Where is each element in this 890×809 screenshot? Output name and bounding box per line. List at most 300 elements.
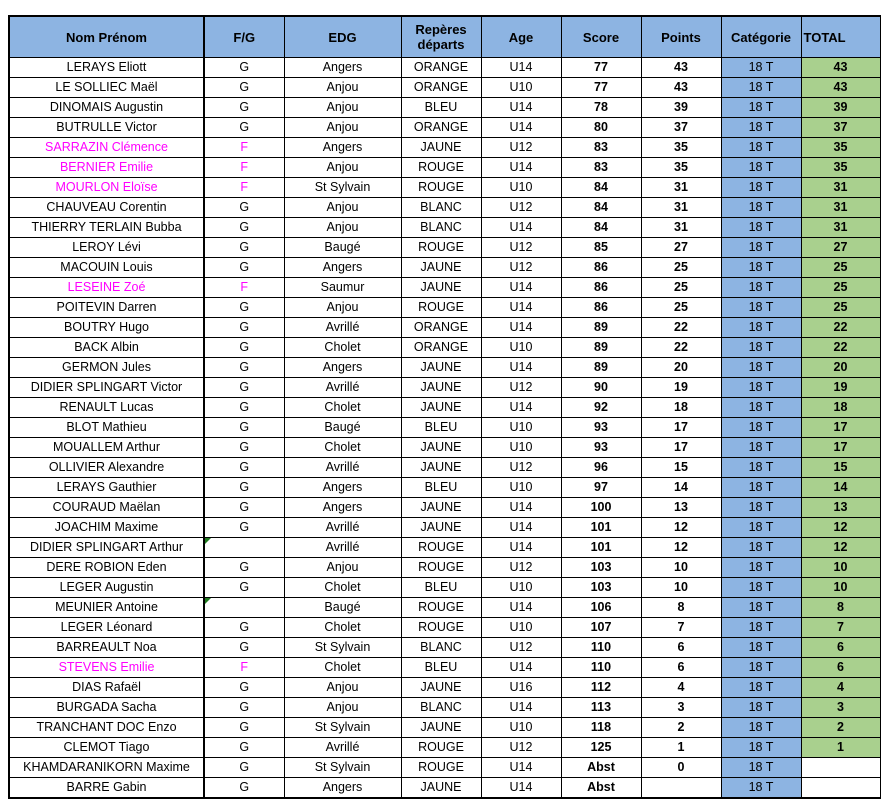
cell-score[interactable]: 96 (561, 458, 641, 478)
cell-edg[interactable]: Anjou (284, 98, 401, 118)
cell-name[interactable]: MOURLON Eloïse (9, 178, 204, 198)
cell-score[interactable]: 103 (561, 578, 641, 598)
cell-points[interactable]: 6 (641, 638, 721, 658)
cell-points[interactable]: 25 (641, 258, 721, 278)
cell-categorie[interactable]: 18 T (721, 158, 801, 178)
cell-fg[interactable]: F (204, 278, 284, 298)
cell-edg[interactable]: Avrillé (284, 538, 401, 558)
cell-fg[interactable]: G (204, 618, 284, 638)
cell-name[interactable]: DERE ROBION Eden (9, 558, 204, 578)
cell-edg[interactable]: Anjou (284, 158, 401, 178)
cell-score[interactable]: 125 (561, 738, 641, 758)
cell-categorie[interactable]: 18 T (721, 718, 801, 738)
cell-repere[interactable]: JAUNE (401, 518, 481, 538)
cell-edg[interactable]: Baugé (284, 418, 401, 438)
cell-score[interactable]: 92 (561, 398, 641, 418)
cell-age[interactable]: U10 (481, 78, 561, 98)
cell-fg[interactable]: G (204, 458, 284, 478)
cell-name[interactable]: BARREAULT Noa (9, 638, 204, 658)
cell-score[interactable]: 89 (561, 338, 641, 358)
cell-points[interactable]: 0 (641, 758, 721, 778)
cell-total[interactable]: 7 (801, 618, 880, 638)
cell-repere[interactable]: ROUGE (401, 598, 481, 618)
cell-categorie[interactable]: 18 T (721, 378, 801, 398)
cell-total[interactable]: 3 (801, 698, 880, 718)
cell-repere[interactable]: JAUNE (401, 258, 481, 278)
cell-fg[interactable]: G (204, 718, 284, 738)
cell-points[interactable]: 18 (641, 398, 721, 418)
cell-points[interactable]: 8 (641, 598, 721, 618)
cell-edg[interactable]: St Sylvain (284, 638, 401, 658)
cell-categorie[interactable]: 18 T (721, 78, 801, 98)
cell-name[interactable]: BUTRULLE Victor (9, 118, 204, 138)
cell-points[interactable]: 35 (641, 158, 721, 178)
cell-score[interactable]: 78 (561, 98, 641, 118)
cell-edg[interactable]: Saumur (284, 278, 401, 298)
header-score[interactable]: Score (561, 16, 641, 58)
cell-name[interactable]: LEGER Léonard (9, 618, 204, 638)
cell-edg[interactable]: Avrillé (284, 318, 401, 338)
cell-total[interactable]: 39 (801, 98, 880, 118)
cell-points[interactable]: 22 (641, 318, 721, 338)
cell-fg[interactable]: G (204, 298, 284, 318)
cell-total[interactable] (801, 778, 880, 799)
cell-categorie[interactable]: 18 T (721, 758, 801, 778)
cell-edg[interactable]: Angers (284, 358, 401, 378)
cell-repere[interactable]: ORANGE (401, 338, 481, 358)
cell-repere[interactable]: ORANGE (401, 318, 481, 338)
cell-repere[interactable]: JAUNE (401, 438, 481, 458)
header-edg[interactable]: EDG (284, 16, 401, 58)
cell-edg[interactable]: Cholet (284, 338, 401, 358)
cell-score[interactable]: 85 (561, 238, 641, 258)
cell-age[interactable]: U10 (481, 478, 561, 498)
cell-categorie[interactable]: 18 T (721, 638, 801, 658)
cell-repere[interactable]: BLEU (401, 478, 481, 498)
cell-fg[interactable]: G (204, 318, 284, 338)
cell-name[interactable]: LEROY Lévi (9, 238, 204, 258)
cell-edg[interactable]: St Sylvain (284, 178, 401, 198)
cell-total[interactable]: 6 (801, 658, 880, 678)
cell-age[interactable]: U12 (481, 458, 561, 478)
cell-repere[interactable]: JAUNE (401, 678, 481, 698)
header-points[interactable]: Points (641, 16, 721, 58)
cell-score[interactable]: 103 (561, 558, 641, 578)
cell-categorie[interactable]: 18 T (721, 218, 801, 238)
cell-name[interactable]: MACOUIN Louis (9, 258, 204, 278)
cell-repere[interactable]: BLANC (401, 218, 481, 238)
cell-repere[interactable]: BLEU (401, 578, 481, 598)
cell-categorie[interactable]: 18 T (721, 278, 801, 298)
cell-age[interactable]: U10 (481, 618, 561, 638)
cell-score[interactable]: 112 (561, 678, 641, 698)
cell-points[interactable] (641, 778, 721, 799)
cell-name[interactable]: JOACHIM Maxime (9, 518, 204, 538)
cell-edg[interactable]: St Sylvain (284, 718, 401, 738)
cell-age[interactable]: U10 (481, 438, 561, 458)
cell-points[interactable]: 20 (641, 358, 721, 378)
cell-name[interactable]: GERMON Jules (9, 358, 204, 378)
cell-name[interactable]: RENAULT Lucas (9, 398, 204, 418)
cell-fg[interactable]: G (204, 238, 284, 258)
cell-name[interactable]: LESEINE Zoé (9, 278, 204, 298)
cell-fg[interactable]: G (204, 198, 284, 218)
cell-name[interactable]: BARRE Gabin (9, 778, 204, 799)
cell-age[interactable]: U10 (481, 578, 561, 598)
cell-age[interactable]: U12 (481, 258, 561, 278)
cell-score[interactable]: 93 (561, 438, 641, 458)
cell-repere[interactable]: JAUNE (401, 718, 481, 738)
cell-age[interactable]: U14 (481, 698, 561, 718)
cell-total[interactable]: 17 (801, 418, 880, 438)
cell-categorie[interactable]: 18 T (721, 658, 801, 678)
cell-age[interactable]: U10 (481, 178, 561, 198)
cell-age[interactable]: U12 (481, 198, 561, 218)
cell-repere[interactable]: ROUGE (401, 538, 481, 558)
cell-categorie[interactable]: 18 T (721, 518, 801, 538)
cell-total[interactable]: 43 (801, 78, 880, 98)
cell-total[interactable]: 31 (801, 178, 880, 198)
cell-name[interactable]: CHAUVEAU Corentin (9, 198, 204, 218)
header-total[interactable]: TOTAL (801, 16, 880, 58)
cell-categorie[interactable]: 18 T (721, 238, 801, 258)
cell-score[interactable]: 101 (561, 518, 641, 538)
cell-age[interactable]: U12 (481, 558, 561, 578)
cell-fg[interactable] (204, 598, 284, 618)
cell-fg[interactable]: G (204, 678, 284, 698)
cell-age[interactable]: U14 (481, 298, 561, 318)
cell-fg[interactable]: G (204, 518, 284, 538)
cell-edg[interactable]: Anjou (284, 118, 401, 138)
cell-edg[interactable]: Anjou (284, 678, 401, 698)
cell-edg[interactable]: Cholet (284, 658, 401, 678)
cell-age[interactable]: U14 (481, 278, 561, 298)
cell-age[interactable]: U14 (481, 498, 561, 518)
cell-repere[interactable]: ROUGE (401, 618, 481, 638)
cell-repere[interactable]: ORANGE (401, 58, 481, 78)
cell-edg[interactable]: St Sylvain (284, 758, 401, 778)
cell-fg[interactable]: G (204, 438, 284, 458)
cell-edg[interactable]: Angers (284, 138, 401, 158)
cell-total[interactable]: 22 (801, 338, 880, 358)
cell-fg[interactable]: F (204, 658, 284, 678)
cell-age[interactable]: U14 (481, 358, 561, 378)
cell-score[interactable]: 110 (561, 638, 641, 658)
cell-total[interactable]: 43 (801, 58, 880, 78)
cell-repere[interactable]: ORANGE (401, 118, 481, 138)
header-reperes-departs[interactable] (401, 16, 481, 58)
cell-repere[interactable]: BLANC (401, 638, 481, 658)
cell-categorie[interactable]: 18 T (721, 578, 801, 598)
cell-score[interactable]: Abst (561, 778, 641, 799)
cell-name[interactable]: DIDIER SPLINGART Victor (9, 378, 204, 398)
cell-points[interactable]: 6 (641, 658, 721, 678)
cell-categorie[interactable]: 18 T (721, 138, 801, 158)
cell-edg[interactable]: Angers (284, 58, 401, 78)
cell-edg[interactable]: Anjou (284, 198, 401, 218)
cell-categorie[interactable]: 18 T (721, 558, 801, 578)
cell-age[interactable]: U14 (481, 538, 561, 558)
cell-repere[interactable]: ROUGE (401, 158, 481, 178)
cell-categorie[interactable]: 18 T (721, 98, 801, 118)
cell-categorie[interactable]: 18 T (721, 358, 801, 378)
cell-fg[interactable]: G (204, 418, 284, 438)
cell-age[interactable]: U14 (481, 778, 561, 799)
cell-total[interactable]: 37 (801, 118, 880, 138)
cell-name[interactable]: MOUALLEM Arthur (9, 438, 204, 458)
cell-score[interactable]: 118 (561, 718, 641, 738)
cell-fg[interactable]: G (204, 118, 284, 138)
cell-edg[interactable]: Angers (284, 498, 401, 518)
cell-points[interactable]: 14 (641, 478, 721, 498)
cell-score[interactable]: 84 (561, 218, 641, 238)
cell-categorie[interactable]: 18 T (721, 698, 801, 718)
cell-repere[interactable]: ORANGE (401, 78, 481, 98)
cell-repere[interactable]: ROUGE (401, 238, 481, 258)
cell-points[interactable]: 10 (641, 578, 721, 598)
cell-name[interactable]: POITEVIN Darren (9, 298, 204, 318)
cell-points[interactable]: 12 (641, 518, 721, 538)
cell-points[interactable]: 43 (641, 78, 721, 98)
cell-score[interactable]: 100 (561, 498, 641, 518)
cell-name[interactable]: SARRAZIN Clémence (9, 138, 204, 158)
cell-name[interactable]: KHAMDARANIKORN Maxime (9, 758, 204, 778)
cell-total[interactable]: 19 (801, 378, 880, 398)
cell-total[interactable]: 17 (801, 438, 880, 458)
cell-score[interactable]: 97 (561, 478, 641, 498)
cell-total[interactable]: 10 (801, 558, 880, 578)
cell-edg[interactable]: Cholet (284, 398, 401, 418)
cell-categorie[interactable]: 18 T (721, 418, 801, 438)
cell-repere[interactable]: BLEU (401, 658, 481, 678)
cell-age[interactable]: U12 (481, 738, 561, 758)
cell-fg[interactable]: G (204, 58, 284, 78)
cell-name[interactable]: BERNIER Emilie (9, 158, 204, 178)
cell-repere[interactable]: JAUNE (401, 498, 481, 518)
cell-age[interactable]: U16 (481, 678, 561, 698)
cell-score[interactable]: 101 (561, 538, 641, 558)
cell-categorie[interactable]: 18 T (721, 538, 801, 558)
cell-repere[interactable]: JAUNE (401, 138, 481, 158)
cell-total[interactable]: 18 (801, 398, 880, 418)
cell-total[interactable]: 12 (801, 518, 880, 538)
cell-total[interactable]: 10 (801, 578, 880, 598)
cell-fg[interactable]: G (204, 498, 284, 518)
cell-edg[interactable]: Avrillé (284, 378, 401, 398)
cell-total[interactable]: 12 (801, 538, 880, 558)
cell-categorie[interactable]: 18 T (721, 738, 801, 758)
cell-points[interactable]: 27 (641, 238, 721, 258)
cell-name[interactable]: CLEMOT Tiago (9, 738, 204, 758)
cell-total[interactable]: 31 (801, 218, 880, 238)
cell-categorie[interactable]: 18 T (721, 778, 801, 799)
cell-points[interactable]: 4 (641, 678, 721, 698)
cell-fg[interactable]: G (204, 578, 284, 598)
cell-fg[interactable]: G (204, 338, 284, 358)
cell-fg[interactable] (204, 538, 284, 558)
cell-score[interactable]: 86 (561, 258, 641, 278)
cell-edg[interactable]: Baugé (284, 238, 401, 258)
cell-age[interactable]: U14 (481, 218, 561, 238)
cell-repere[interactable]: ROUGE (401, 178, 481, 198)
cell-age[interactable]: U14 (481, 518, 561, 538)
cell-fg[interactable]: G (204, 738, 284, 758)
header-categorie[interactable]: Catégorie (721, 16, 801, 58)
cell-name[interactable]: BOUTRY Hugo (9, 318, 204, 338)
cell-score[interactable]: Abst (561, 758, 641, 778)
cell-repere[interactable]: JAUNE (401, 398, 481, 418)
cell-name[interactable]: LEGER Augustin (9, 578, 204, 598)
cell-name[interactable]: LE SOLLIEC Maël (9, 78, 204, 98)
cell-fg[interactable]: G (204, 258, 284, 278)
cell-age[interactable]: U14 (481, 58, 561, 78)
cell-categorie[interactable]: 18 T (721, 478, 801, 498)
cell-fg[interactable]: F (204, 138, 284, 158)
cell-total[interactable]: 13 (801, 498, 880, 518)
cell-score[interactable]: 86 (561, 298, 641, 318)
cell-total[interactable]: 22 (801, 318, 880, 338)
cell-score[interactable]: 93 (561, 418, 641, 438)
cell-edg[interactable]: Anjou (284, 78, 401, 98)
cell-points[interactable]: 1 (641, 738, 721, 758)
cell-repere[interactable]: BLEU (401, 98, 481, 118)
cell-categorie[interactable]: 18 T (721, 58, 801, 78)
cell-repere[interactable]: JAUNE (401, 278, 481, 298)
cell-score[interactable]: 83 (561, 138, 641, 158)
cell-points[interactable]: 7 (641, 618, 721, 638)
cell-points[interactable]: 31 (641, 198, 721, 218)
cell-categorie[interactable]: 18 T (721, 318, 801, 338)
cell-age[interactable]: U12 (481, 638, 561, 658)
cell-score[interactable]: 80 (561, 118, 641, 138)
cell-name[interactable]: BLOT Mathieu (9, 418, 204, 438)
cell-edg[interactable]: Cholet (284, 618, 401, 638)
cell-total[interactable]: 14 (801, 478, 880, 498)
cell-repere[interactable]: ROUGE (401, 738, 481, 758)
cell-points[interactable]: 25 (641, 278, 721, 298)
cell-repere[interactable]: ROUGE (401, 298, 481, 318)
cell-categorie[interactable]: 18 T (721, 618, 801, 638)
cell-fg[interactable]: G (204, 398, 284, 418)
cell-score[interactable]: 89 (561, 358, 641, 378)
cell-name[interactable]: LERAYS Gauthier (9, 478, 204, 498)
cell-name[interactable]: TRANCHANT DOC Enzo (9, 718, 204, 738)
cell-score[interactable]: 89 (561, 318, 641, 338)
cell-total[interactable]: 25 (801, 298, 880, 318)
cell-total[interactable]: 25 (801, 258, 880, 278)
cell-total[interactable]: 31 (801, 198, 880, 218)
cell-fg[interactable]: G (204, 218, 284, 238)
cell-repere[interactable]: BLANC (401, 698, 481, 718)
header-age[interactable]: Age (481, 16, 561, 58)
cell-total[interactable]: 1 (801, 738, 880, 758)
cell-categorie[interactable]: 18 T (721, 498, 801, 518)
cell-edg[interactable]: Anjou (284, 218, 401, 238)
cell-fg[interactable]: F (204, 158, 284, 178)
cell-name[interactable]: LERAYS Eliott (9, 58, 204, 78)
cell-fg[interactable]: G (204, 358, 284, 378)
cell-total[interactable]: 27 (801, 238, 880, 258)
cell-score[interactable]: 77 (561, 58, 641, 78)
cell-age[interactable]: U12 (481, 138, 561, 158)
cell-score[interactable]: 107 (561, 618, 641, 638)
cell-points[interactable]: 39 (641, 98, 721, 118)
cell-points[interactable]: 10 (641, 558, 721, 578)
cell-total[interactable]: 4 (801, 678, 880, 698)
cell-points[interactable]: 25 (641, 298, 721, 318)
cell-repere[interactable]: ROUGE (401, 758, 481, 778)
cell-points[interactable]: 2 (641, 718, 721, 738)
cell-edg[interactable]: Anjou (284, 558, 401, 578)
cell-points[interactable]: 37 (641, 118, 721, 138)
cell-name[interactable]: STEVENS Emilie (9, 658, 204, 678)
cell-categorie[interactable]: 18 T (721, 178, 801, 198)
cell-total[interactable]: 2 (801, 718, 880, 738)
cell-fg[interactable]: G (204, 638, 284, 658)
cell-fg[interactable]: G (204, 78, 284, 98)
cell-name[interactable]: DIDIER SPLINGART Arthur (9, 538, 204, 558)
cell-points[interactable]: 17 (641, 438, 721, 458)
cell-total[interactable]: 35 (801, 138, 880, 158)
cell-categorie[interactable]: 18 T (721, 298, 801, 318)
cell-age[interactable]: U14 (481, 598, 561, 618)
cell-points[interactable]: 35 (641, 138, 721, 158)
cell-age[interactable]: U10 (481, 418, 561, 438)
cell-name[interactable]: BACK Albin (9, 338, 204, 358)
cell-score[interactable]: 110 (561, 658, 641, 678)
cell-points[interactable]: 3 (641, 698, 721, 718)
cell-age[interactable]: U14 (481, 658, 561, 678)
cell-fg[interactable]: G (204, 698, 284, 718)
cell-edg[interactable]: Avrillé (284, 458, 401, 478)
cell-fg[interactable]: G (204, 758, 284, 778)
cell-categorie[interactable]: 18 T (721, 118, 801, 138)
cell-score[interactable]: 84 (561, 178, 641, 198)
cell-edg[interactable]: Anjou (284, 698, 401, 718)
cell-age[interactable]: U10 (481, 718, 561, 738)
cell-points[interactable]: 17 (641, 418, 721, 438)
cell-age[interactable]: U12 (481, 378, 561, 398)
cell-edg[interactable]: Angers (284, 778, 401, 799)
cell-categorie[interactable]: 18 T (721, 338, 801, 358)
cell-name[interactable]: COURAUD Maëlan (9, 498, 204, 518)
cell-edg[interactable]: Angers (284, 258, 401, 278)
cell-fg[interactable]: G (204, 558, 284, 578)
cell-points[interactable]: 31 (641, 178, 721, 198)
cell-age[interactable]: U14 (481, 398, 561, 418)
cell-score[interactable]: 77 (561, 78, 641, 98)
cell-fg[interactable]: G (204, 478, 284, 498)
cell-repere[interactable]: ROUGE (401, 558, 481, 578)
cell-age[interactable]: U14 (481, 758, 561, 778)
cell-total[interactable] (801, 758, 880, 778)
cell-fg[interactable]: G (204, 378, 284, 398)
cell-categorie[interactable]: 18 T (721, 398, 801, 418)
cell-points[interactable]: 31 (641, 218, 721, 238)
cell-fg[interactable]: G (204, 778, 284, 799)
cell-fg[interactable]: F (204, 178, 284, 198)
cell-points[interactable]: 13 (641, 498, 721, 518)
cell-name[interactable]: THIERRY TERLAIN Bubba (9, 218, 204, 238)
cell-points[interactable]: 19 (641, 378, 721, 398)
cell-categorie[interactable]: 18 T (721, 458, 801, 478)
header-nom-prenom[interactable]: Nom Prénom (9, 16, 204, 58)
cell-total[interactable]: 35 (801, 158, 880, 178)
cell-points[interactable]: 43 (641, 58, 721, 78)
header-fg[interactable]: F/G (204, 16, 284, 58)
cell-score[interactable]: 83 (561, 158, 641, 178)
cell-edg[interactable]: Angers (284, 478, 401, 498)
